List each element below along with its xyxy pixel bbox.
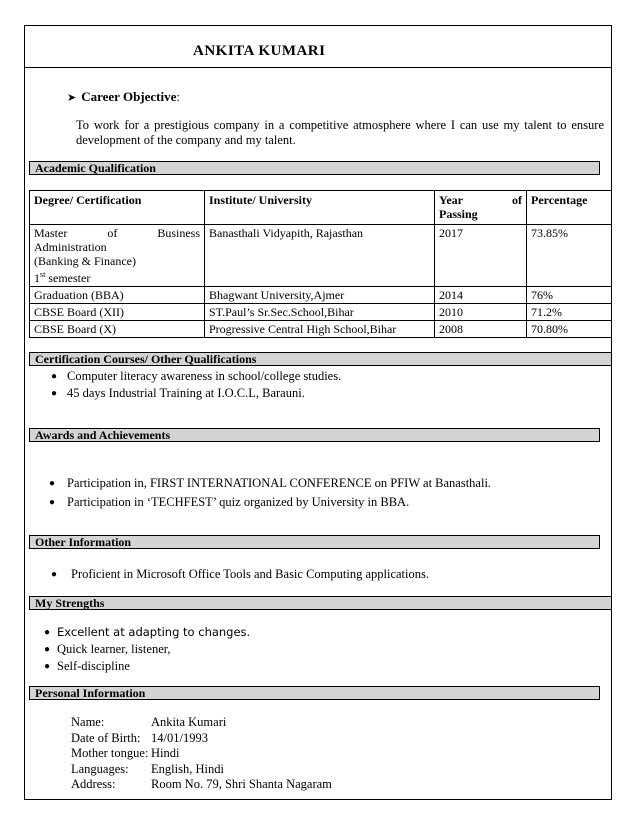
career-objective-label: Career Objective — [81, 89, 177, 104]
list-item — [49, 493, 491, 512]
career-objective-colon: : — [176, 89, 181, 104]
header-percentage: Percentage — [527, 191, 612, 225]
list-item — [44, 641, 250, 658]
section-personal-information: Personal Information — [29, 686, 600, 700]
degree-line: Master of Business — [34, 226, 200, 240]
cell-degree: CBSE Board (XII) — [30, 304, 205, 321]
personal-value: English, Hindi — [151, 761, 224, 776]
cell-percentage: 70.80% — [527, 321, 612, 338]
bullet-icon: ● — [44, 644, 51, 655]
cell-year: 2008 — [435, 321, 527, 338]
awards-list — [49, 474, 491, 512]
list-item-text: Proficient in Microsoft Office Tools and Basic Computing applications. — [71, 567, 429, 581]
career-objective-heading — [67, 89, 180, 105]
semester-suffix: st — [40, 270, 46, 279]
personal-row — [71, 777, 332, 793]
career-objective-text: To work for a prestigious company in a competitive atmosphere where I can use my talent to ensure development of the company and my talent. — [76, 118, 604, 147]
personal-row — [71, 746, 332, 762]
personal-label: Mother tongue: — [71, 746, 149, 760]
cell-year: 2014 — [435, 287, 527, 304]
cell-percentage: 71.2% — [527, 304, 612, 321]
table-row — [30, 321, 612, 338]
bullet-icon: ● — [44, 661, 51, 672]
list-item-text: Computer literacy awareness in school/college studies. — [67, 369, 342, 383]
academic-table — [29, 190, 612, 338]
section-certification: Certification Courses/ Other Qualifications — [29, 352, 612, 366]
header-institute: Institute/ University — [205, 191, 435, 225]
personal-label: Address: — [71, 777, 116, 791]
list-item — [51, 566, 429, 583]
other-info-list — [51, 566, 429, 583]
personal-label: Languages: — [71, 761, 129, 776]
cell-institute: Banasthali Vidyapith, Rajasthan — [205, 225, 435, 287]
bullet-icon: ● — [44, 627, 51, 638]
cell-institute: ST.Paul’s Sr.Sec.School,Bihar — [205, 304, 435, 321]
list-item-text: Participation in ‘TECHFEST’ quiz organized by University in BBA. — [67, 495, 410, 509]
bullet-icon: ● — [51, 371, 58, 382]
header-degree: Degree/ Certification — [30, 191, 205, 225]
list-item — [51, 368, 341, 385]
personal-value: Room No. 79, Shri Shanta Nagaram — [151, 777, 332, 791]
header-year — [435, 191, 527, 225]
cell-percentage: 76% — [527, 287, 612, 304]
section-academic: Academic Qualification — [29, 161, 600, 175]
list-item — [44, 624, 250, 641]
strengths-list — [44, 624, 250, 675]
cell-institute: Bhagwant University,Ajmer — [205, 287, 435, 304]
degree-line: Administration — [34, 240, 107, 254]
list-item-text: Quick learner, listener, — [57, 642, 171, 656]
list-item-text: Excellent at adapting to changes. — [57, 625, 251, 639]
list-item — [49, 474, 491, 493]
table-header-row — [30, 191, 612, 225]
cell-degree: CBSE Board (X) — [30, 321, 205, 338]
list-item-text: Participation in, FIRST INTERNATIONAL CONFERENCE on PFIW at Banasthali. — [67, 476, 492, 490]
list-item-text: 45 days Industrial Training at I.O.C.L, Barauni. — [67, 386, 305, 400]
degree-line — [34, 268, 200, 285]
list-item — [44, 658, 250, 675]
semester-number: 1 — [34, 271, 40, 285]
bullet-icon: ● — [51, 569, 58, 580]
table-row — [30, 287, 612, 304]
name-divider — [24, 67, 612, 68]
personal-value: 14/01/1993 — [151, 730, 208, 745]
personal-value: Ankita Kumari — [151, 715, 227, 729]
degree-line: (Banking & Finance) — [34, 254, 136, 268]
cell-institute: Progressive Central High School,Bihar — [205, 321, 435, 338]
cell-degree — [30, 225, 205, 287]
cell-percentage: 73.85% — [527, 225, 612, 287]
section-strengths: My Strengths — [29, 596, 612, 610]
section-awards: Awards and Achievements — [29, 428, 600, 442]
list-item-text: Self-discipline — [57, 659, 130, 673]
bullet-icon: ● — [49, 478, 56, 489]
arrow-bullet-icon: ➤ — [67, 92, 77, 104]
bullet-icon: ● — [51, 388, 58, 399]
cell-degree: Graduation (BBA) — [30, 287, 205, 304]
personal-value: Hindi — [151, 746, 180, 760]
certification-list — [51, 368, 341, 402]
semester-word: semester — [45, 271, 91, 285]
personal-info — [71, 715, 332, 793]
cell-year: 2010 — [435, 304, 527, 321]
personal-label: Name: — [71, 715, 105, 729]
candidate-name: ANKITA KUMARI — [193, 43, 326, 59]
personal-row — [71, 762, 332, 778]
section-other-information: Other Information — [29, 535, 600, 549]
header-year-line1: Year of — [439, 193, 522, 207]
table-row — [30, 225, 612, 287]
personal-row — [71, 715, 332, 731]
table-row — [30, 304, 612, 321]
bullet-icon: ● — [49, 497, 56, 508]
list-item — [51, 385, 341, 402]
personal-label: Date of Birth: — [71, 730, 141, 745]
header-year-line2: Passing — [439, 207, 478, 221]
personal-row — [71, 731, 332, 747]
cell-year: 2017 — [435, 225, 527, 287]
